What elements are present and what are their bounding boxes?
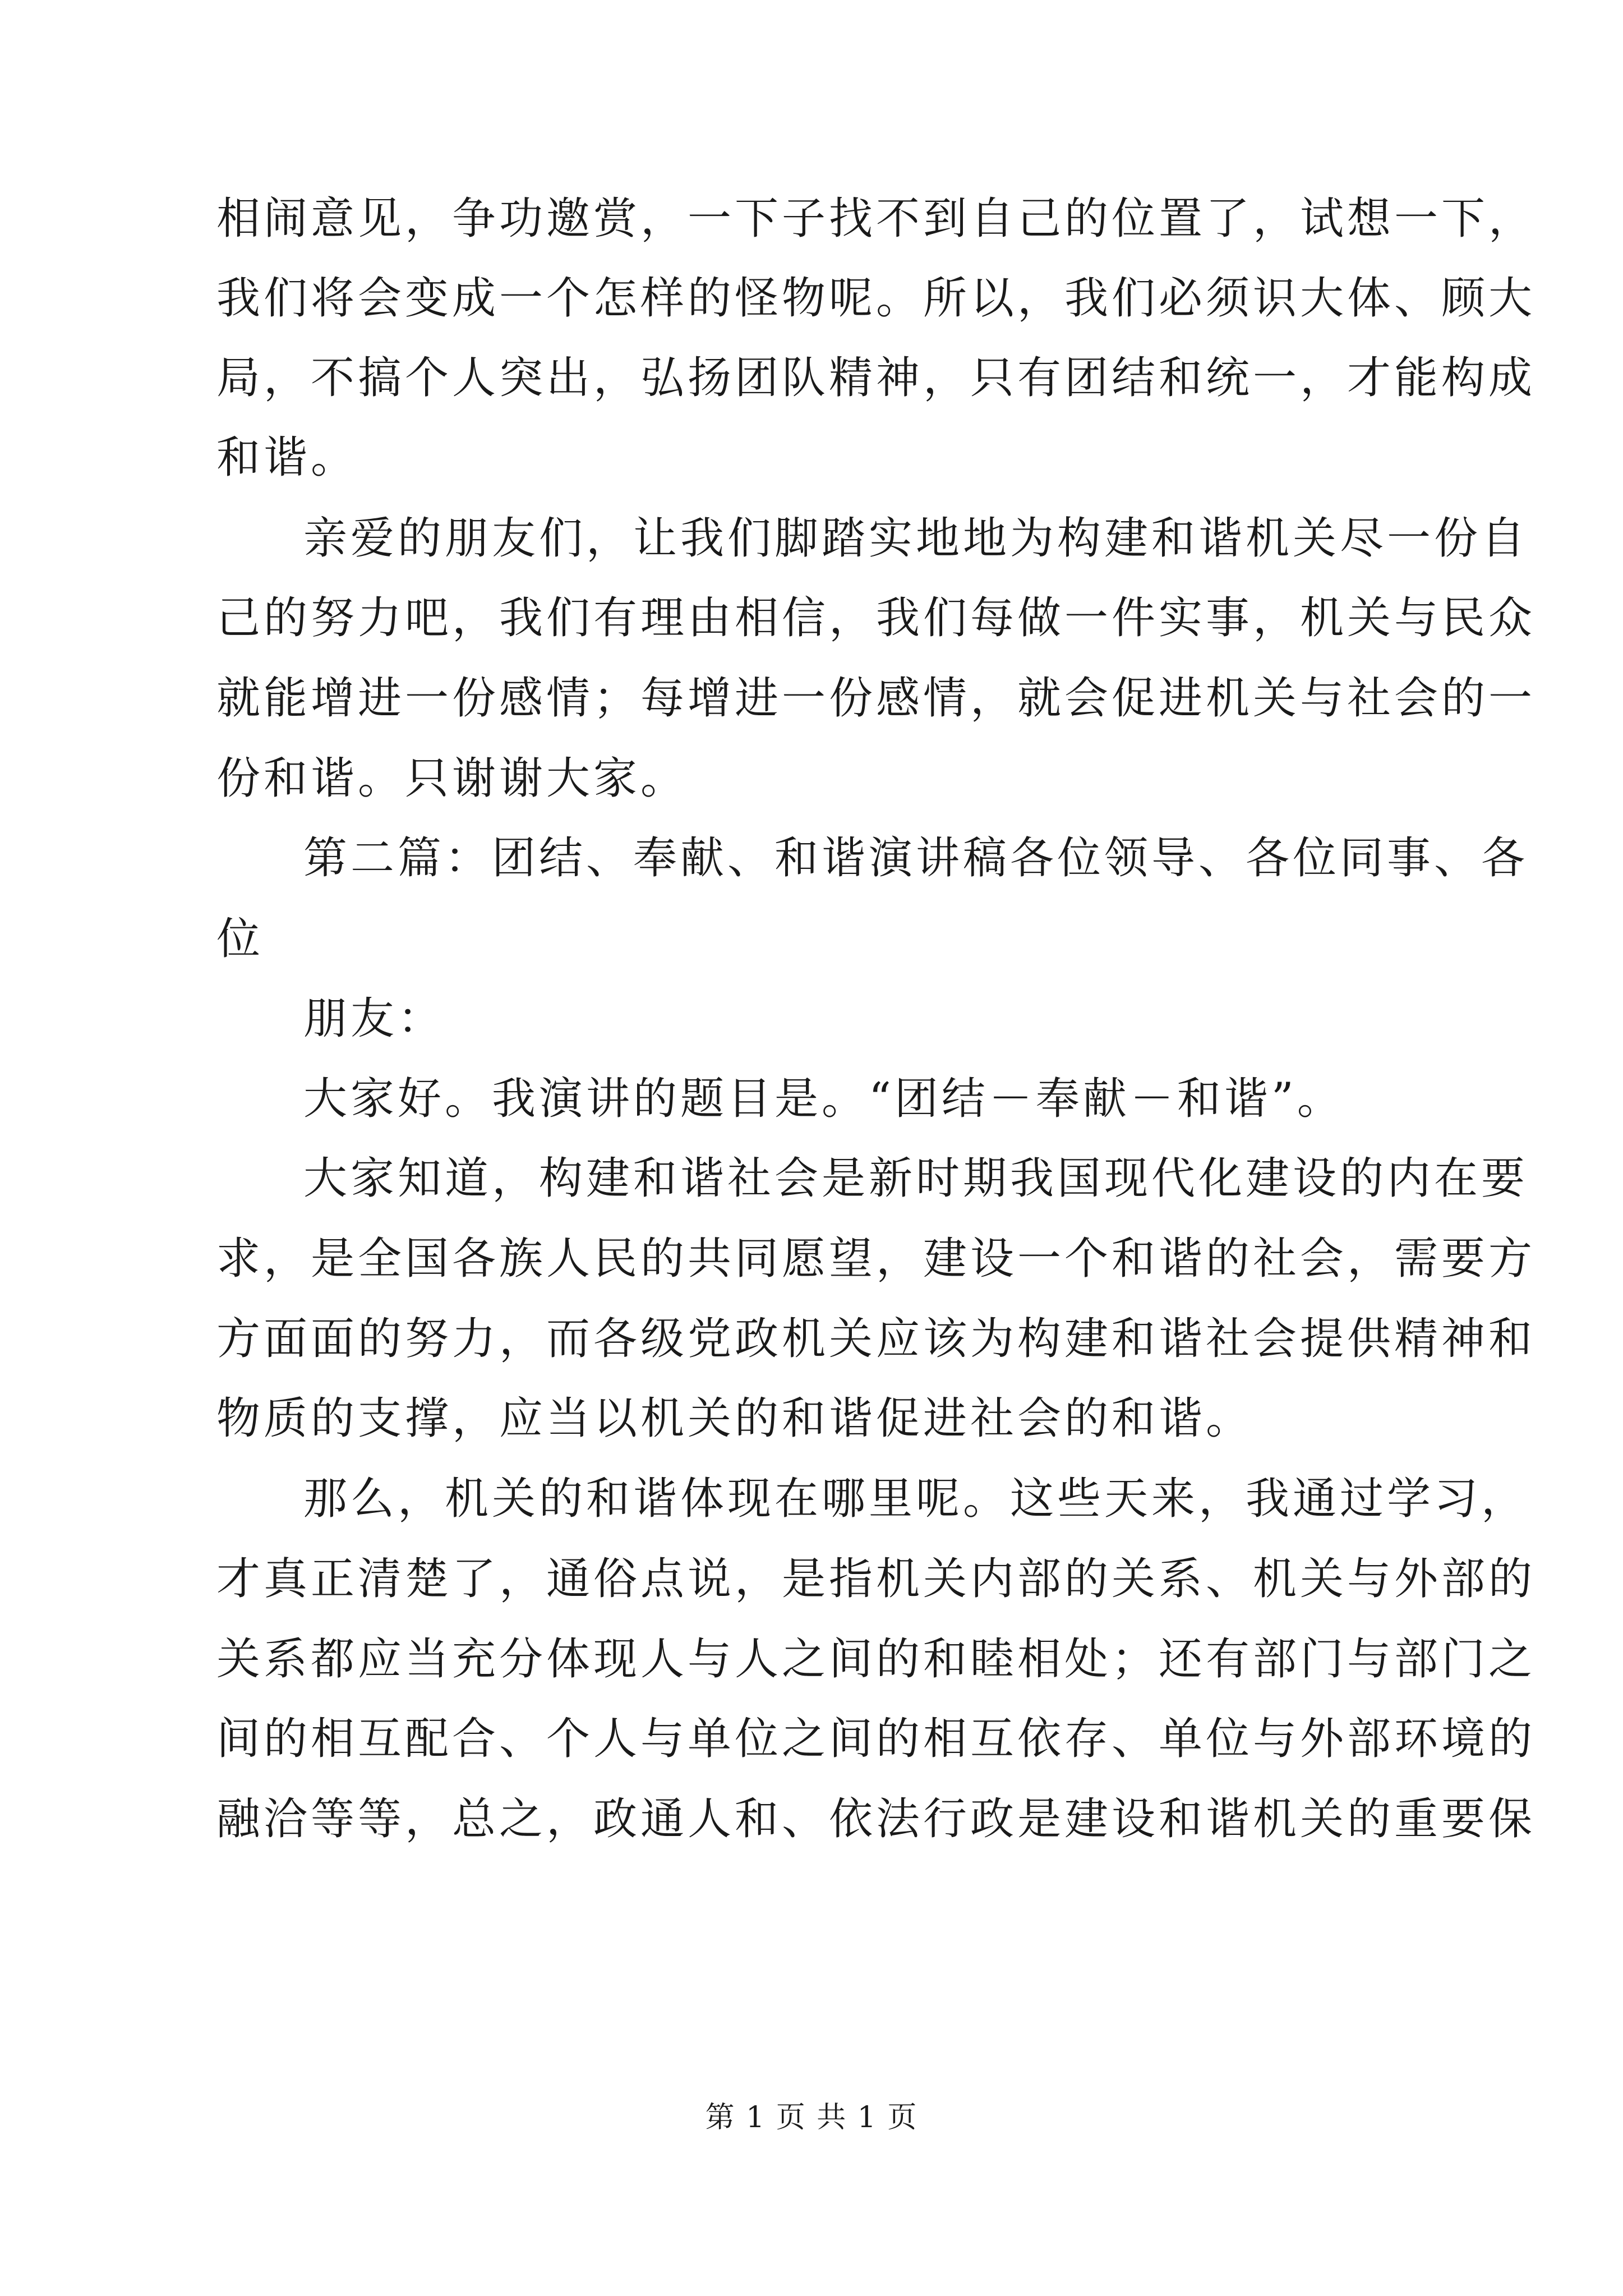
text-line: 我们将会变成一个怎样的怪物呢。所以，我们必须识大体、顾大 [216, 273, 1536, 324]
text-line: 间的相互配合、个人与单位之间的相互依存、单位与外部环境的 [216, 1714, 1536, 1764]
text-line: 位 [216, 914, 264, 964]
section-heading-line: 第二篇：团结、奉献、和谐演讲稿各位领导、各位同事、各 [303, 833, 1529, 884]
text-line: 和谐。 [216, 432, 358, 483]
text-line: 就能增进一份感情；每增进一份感情，就会促进机关与社会的一 [216, 673, 1536, 724]
text-line: 物质的支撑，应当以机关的和谐促进社会的和谐。 [216, 1393, 1253, 1444]
text-line: 方面面的努力，而各级党政机关应该为构建和谐社会提供精神和 [216, 1314, 1536, 1364]
paragraph-first-line: 那么，机关的和谐体现在哪里呢。这些天来，我通过学习， [303, 1474, 1529, 1524]
text-line: 求，是全国各族人民的共同愿望，建设一个和谐的社会，需要方 [216, 1234, 1536, 1284]
paragraph-first-line: 亲爱的朋友们，让我们脚踏实地地为构建和谐机关尽一份自 [303, 513, 1529, 564]
page-footer: 第 1 页 共 1 页 [705, 2101, 918, 2134]
text-line: 关系都应当充分体现人与人之间的和睦相处；还有部门与部门之 [216, 1634, 1536, 1685]
text-line: 才真正清楚了，通俗点说，是指机关内部的关系、机关与外部的 [216, 1554, 1536, 1604]
text-line: 份和谐。只谢谢大家。 [216, 753, 688, 804]
text-line: 局，不搞个人突出，弘扬团队精神，只有团结和统一，才能构成 [216, 353, 1536, 403]
text-line: 融洽等等，总之，政通人和、依法行政是建设和谐机关的重要保 [216, 1794, 1536, 1844]
salutation-line: 朋友： [303, 993, 445, 1044]
text-line: 相闹意见，争功邀赏，一下子找不到自己的位置了，试想一下， [216, 194, 1536, 244]
text-line: 己的努力吧，我们有理由相信，我们每做一件实事，机关与民众 [216, 593, 1536, 643]
paragraph-first-line: 大家知道，构建和谐社会是新时期我国现代化建设的内在要 [303, 1153, 1529, 1204]
paragraph-first-line: 大家好。我演讲的题目是。“团结－奉献－和谐”。 [303, 1074, 1344, 1124]
